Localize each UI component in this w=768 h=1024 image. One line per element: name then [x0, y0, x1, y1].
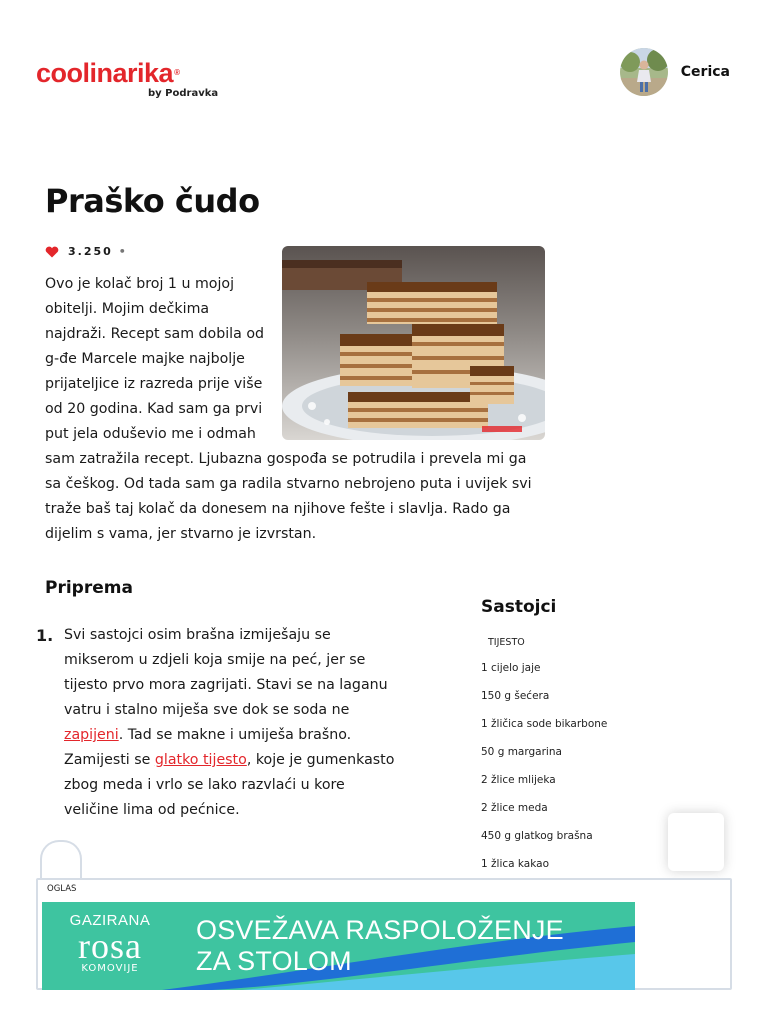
logo-subtitle: by Podravka — [148, 88, 219, 99]
likes-count: 3.250 — [68, 245, 113, 258]
recipe-description: Ovo je kolač broj 1 u mojoj obitelji. Mojim dečkima najdraži. Recept sam dobila od g-đe Marcele majke najbolje prijateljice iz razreda prije više od 20 godina. Kad sam ga prvi put jela oduševio me i odmah sam zatražila recept. Ljubazna gospođa se potrudila i prevela mi ga sa češkog. Od tada sam ga radila stvarno nebrojeno puta i uvijek svi traže baš taj kolač da donesem na njihove fešte i slavlja. Rado ga dijelim s vama, jer stvarno je izvrstan. — [45, 276, 532, 542]
recipe-title: Praško čudo — [45, 182, 260, 220]
ad-headline-line-1: OSVEŽAVA RASPOLOŽENJE — [196, 915, 564, 945]
ingredient-item: 150 g šećera — [481, 690, 550, 702]
ad-headline-line-2: ZA STOLOM — [196, 946, 352, 976]
step-number: 1. — [36, 626, 54, 645]
glossary-link-zapijeni[interactable]: zapijeni — [64, 727, 119, 743]
avatar[interactable] — [620, 48, 668, 96]
ingredients-heading: Sastojci — [481, 597, 557, 617]
ingredient-item: 2 žlice meda — [481, 802, 548, 814]
glossary-link-glatko-tijesto[interactable]: glatko tijesto — [154, 752, 247, 768]
ad-brand-name: rosa — [78, 926, 142, 966]
ingredient-item: 450 g glatkog brašna — [481, 830, 593, 842]
ad-banner[interactable] — [42, 902, 635, 990]
preparation-step — [36, 623, 396, 823]
preparation-heading: Priprema — [45, 578, 133, 598]
ad-headline — [196, 915, 564, 977]
ad-brand-logo — [64, 912, 156, 974]
likes-counter[interactable] — [45, 245, 128, 258]
heart-icon[interactable] — [45, 246, 59, 258]
recipe-description-block — [45, 272, 545, 547]
ingredient-group-label: TIJESTO — [488, 637, 525, 648]
user-profile[interactable] — [620, 48, 730, 96]
recipe-photo[interactable] — [282, 246, 545, 440]
floating-action-button[interactable] — [668, 813, 724, 871]
ad-label: OGLAS — [47, 884, 77, 894]
ingredient-item: 50 g margarina — [481, 746, 562, 758]
step-text-part: Svi sastojci osim brašna izmiješaju se mikserom u zdjeli koja smije na peć, jer se tijesto prvo mora zagrijati. Stavi se na laganu vatru i stalno miješa sve dok se soda ne — [64, 627, 388, 718]
cake-photo-icon — [282, 246, 545, 440]
step-text — [64, 623, 396, 823]
ingredient-item: 1 žličica sode bikarbone — [481, 718, 608, 730]
step-text-part: . Tad se makne i umiješa brašno. Zamijesti se — [64, 727, 352, 768]
user-name[interactable]: Cerica — [680, 64, 730, 80]
advertisement[interactable] — [36, 878, 732, 990]
likes-separator: • — [118, 245, 128, 258]
ingredient-item: 1 žlica kakao — [481, 858, 549, 870]
ad-brand-top: GAZIRANA — [69, 912, 151, 929]
registered-mark-icon: ® — [174, 68, 180, 77]
ingredient-item: 2 žlice mlijeka — [481, 774, 556, 786]
ingredient-item: 1 cijelo jaje — [481, 662, 541, 674]
step-text-part: , koje je gumenkasto zbog meda i vrlo se lako razvlaći u kore veličine lima od pećnice. — [64, 752, 395, 818]
ad-brand-bottom: KOMOVIJE — [81, 963, 139, 974]
logo-text: coolinarika — [36, 58, 174, 88]
coolinarika-logo[interactable] — [36, 58, 219, 99]
avatar-photo-icon — [620, 48, 668, 96]
